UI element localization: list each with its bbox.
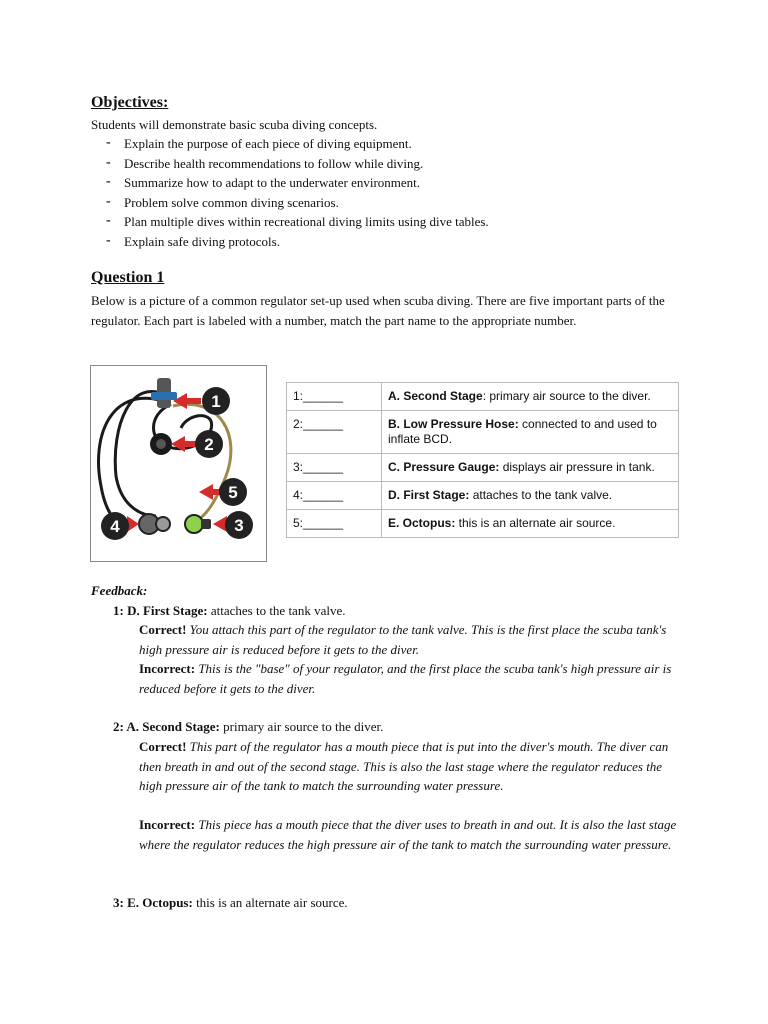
objective-item: - Problem solve common diving scenarios.: [106, 193, 339, 210]
objectives-heading: Objectives:: [91, 94, 169, 111]
bullet-dash: -: [106, 174, 111, 189]
marker-2-label: 2: [204, 435, 214, 454]
marker-1-label: 1: [211, 392, 221, 411]
objectives-list: [106, 134, 706, 251]
answer-blank[interactable]: 2:______: [287, 411, 382, 454]
objectives-intro: Students will demonstrate basic scuba diving concepts.: [91, 117, 378, 132]
answer-blank[interactable]: 1:______: [287, 383, 382, 411]
feedback-title: Feedback:: [91, 583, 148, 598]
feedback-item-2-correct: Correct! This part of the regulator has a mouth piece that is put into the diver's mouth. The diver can then breath in and out of the second stage. This is also the last stage where the regulator reduces the high pressure air of the tank to match the surrounding water pressure.: [139, 739, 669, 793]
feedback-item-2-incorrect: Incorrect: This piece has a mouth piece that the diver uses to breath in and out. It is also the last stage where the regulator reduces the high pressure air of the tank to match the surrounding water pressure.: [139, 817, 677, 852]
regulator-figure: [90, 365, 267, 562]
feedback-item-2-head: 2: A. Second Stage: primary air source to the diver.: [113, 719, 384, 734]
objective-item: - Explain the purpose of each piece of diving equipment.: [106, 135, 412, 151]
matching-table: [286, 382, 679, 538]
first-stage-yoke: [151, 392, 177, 400]
octopus-shape: [185, 515, 203, 533]
bullet-dash: -: [106, 213, 111, 228]
question-text: Below is a picture of a common regulator set-up used when scuba diving. There are five important parts of the regulator. Each part is labeled with a number, match the part name to the appropriate number.: [91, 293, 665, 328]
marker-4-label: 4: [110, 517, 120, 536]
bullet-dash: -: [106, 232, 111, 248]
answer-blank[interactable]: 4:______: [287, 482, 382, 510]
bullet-dash: -: [106, 154, 111, 170]
part-description: B. Low Pressure Hose: connected to and used to inflate BCD.: [382, 411, 679, 454]
bullet-dash: -: [106, 135, 111, 150]
marker-3-label: 3: [234, 516, 244, 535]
regulator-diagram: [91, 366, 266, 561]
table-row: [287, 482, 679, 510]
answer-blank[interactable]: 5:______: [287, 510, 382, 538]
table-row: [287, 383, 679, 411]
objective-item: - Explain safe diving protocols.: [106, 232, 280, 249]
part-description: D. First Stage: attaches to the tank valve.: [382, 482, 679, 510]
table-row: [287, 454, 679, 482]
table-row: [287, 411, 679, 454]
feedback-item-1-incorrect: Incorrect: This is the "base" of your regulator, and the first place the scuba tank's high pressure air is reduced before it gets to the diver.: [139, 661, 672, 696]
table-row: [287, 510, 679, 538]
feedback-item-3-head: 3: E. Octopus: this is an alternate air source.: [113, 895, 348, 910]
octopus-hose: [173, 404, 231, 521]
marker-5-label: 5: [228, 483, 238, 502]
feedback-item-1-correct: Correct! You attach this part of the regulator to the tank valve. This is the first place the scuba tank's high pressure air is reduced before it gets to the diver.: [139, 622, 667, 657]
objective-item: - Describe health recommendations to follow while diving.: [106, 154, 424, 171]
objective-item: - Plan multiple dives within recreational diving limits using dive tables.: [106, 213, 489, 229]
part-description: A. Second Stage: primary air source to the diver.: [382, 383, 679, 411]
objective-item: - Summarize how to adapt to the underwater environment.: [106, 174, 421, 190]
feedback-item-1-head: 1: D. First Stage: attaches to the tank valve.: [113, 603, 346, 618]
bullet-dash: -: [106, 193, 111, 209]
part-description: C. Pressure Gauge: displays air pressure in tank.: [382, 454, 679, 482]
part-description: E. Octopus: this is an alternate air source.: [382, 510, 679, 538]
answer-blank[interactable]: 3:______: [287, 454, 382, 482]
question-heading: Question 1: [91, 269, 165, 286]
